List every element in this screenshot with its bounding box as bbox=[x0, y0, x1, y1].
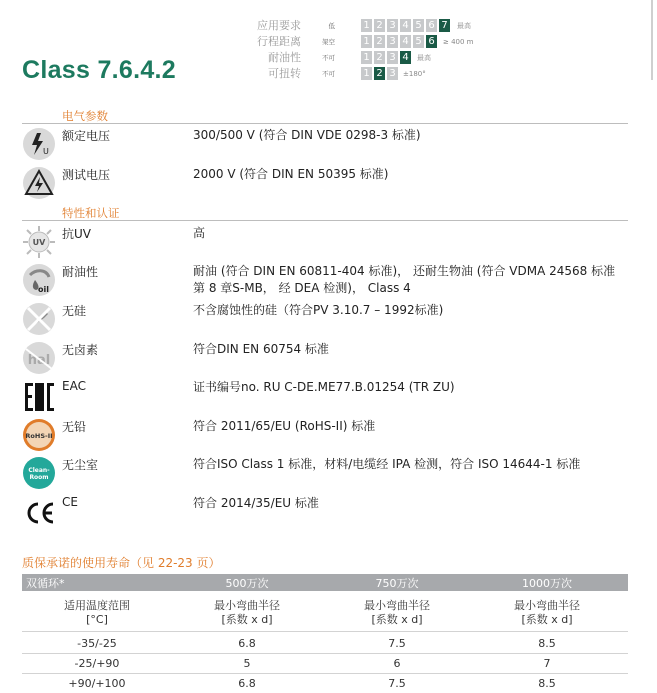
rating-level: 不可 bbox=[322, 54, 335, 62]
table-cell: 7 bbox=[543, 657, 551, 670]
svg-text:hal: hal bbox=[27, 353, 51, 368]
section-heading-features: 特性和认证 bbox=[62, 206, 120, 220]
section-heading-electrical: 电气参数 bbox=[62, 109, 108, 123]
property-value: 高 bbox=[193, 226, 206, 240]
subheader-cell: 最小弯曲半径 bbox=[514, 599, 580, 612]
table-cell: 6 bbox=[393, 657, 401, 670]
svg-text:Room: Room bbox=[29, 474, 49, 481]
subheader-unit: [系数 x d] bbox=[371, 613, 423, 626]
rating-level: 不可 bbox=[322, 70, 335, 78]
property-value: 符合DIN EN 60754 标准 bbox=[193, 342, 329, 356]
rating-box: 1 bbox=[361, 19, 372, 32]
lifetime-subheader bbox=[22, 598, 628, 632]
rating-box: 4 bbox=[400, 19, 411, 32]
subheader-cell: 适用温度范围 bbox=[64, 599, 130, 612]
table-cell: -35/-25 bbox=[77, 637, 117, 650]
oil-icon bbox=[22, 263, 56, 297]
rating-note: 最高 bbox=[417, 54, 431, 62]
table-cell: 7.5 bbox=[388, 677, 406, 690]
rating-label: 耐油性 bbox=[268, 51, 301, 64]
rating-note: ≥ 400 m bbox=[443, 38, 474, 46]
property-value: 不含腐蚀性的硅（符合PV 3.10.7 – 1992标准) bbox=[193, 303, 444, 317]
rating-note: ±180° bbox=[403, 70, 426, 78]
table-cell: -25/+90 bbox=[74, 657, 120, 670]
rating-box: 3 bbox=[387, 51, 398, 64]
subheader-unit: [系数 x d] bbox=[521, 613, 573, 626]
property-name: 测试电压 bbox=[62, 168, 111, 182]
property-value: 2000 V (符合 DIN EN 50395 标准) bbox=[193, 167, 389, 181]
rating-box-active: 7 bbox=[439, 19, 450, 32]
header-cell: 1000万次 bbox=[522, 577, 572, 590]
section-divider bbox=[22, 123, 628, 124]
rating-label: 应用要求 bbox=[257, 19, 301, 32]
subheader-cell: 最小弯曲半径 bbox=[364, 599, 430, 612]
rating-box: 3 bbox=[387, 67, 398, 80]
property-value: 符合 2014/35/EU 标准 bbox=[193, 496, 319, 510]
property-value-line: 耐油 (符合 DIN EN 60811-404 标准)， 还耐生物油 (符合 VDMA 24568 标准 bbox=[193, 264, 616, 278]
rated-voltage-icon bbox=[22, 127, 56, 161]
rating-box: 1 bbox=[361, 67, 372, 80]
rating-box-active: 6 bbox=[426, 35, 437, 48]
section-divider bbox=[22, 220, 628, 221]
test-voltage-icon bbox=[22, 166, 56, 200]
property-name: CE bbox=[62, 495, 78, 509]
subheader-unit: [系数 x d] bbox=[221, 613, 273, 626]
property-value bbox=[193, 263, 615, 297]
property-name: EAC bbox=[62, 379, 86, 393]
rating-box: 2 bbox=[374, 19, 385, 32]
property-name: 额定电压 bbox=[62, 129, 111, 143]
subheader-cell: 最小弯曲半径 bbox=[214, 599, 280, 612]
table-cell: 8.5 bbox=[538, 677, 556, 690]
table-cell: 5 bbox=[243, 657, 251, 670]
property-value: 证书编号no. RU C-DE.ME77.B.01254 (TR ZU) bbox=[193, 380, 455, 394]
rating-level: 低 bbox=[328, 22, 335, 30]
property-name: 抗UV bbox=[62, 227, 91, 241]
property-name: 耐油性 bbox=[62, 265, 99, 279]
rating-box: 1 bbox=[361, 35, 372, 48]
lifetime-table-header bbox=[22, 574, 628, 591]
table-cell: 7.5 bbox=[388, 637, 406, 650]
table-row bbox=[22, 674, 628, 693]
rating-box: 5 bbox=[413, 19, 424, 32]
table-row bbox=[22, 634, 628, 654]
property-value-line: 第 8 章S-MB， 经 DEA 检测)， Class 4 bbox=[193, 281, 411, 295]
rating-box: 6 bbox=[426, 19, 437, 32]
rating-box: 2 bbox=[374, 51, 385, 64]
header-cell: 500万次 bbox=[225, 577, 269, 590]
eac-icon bbox=[22, 379, 56, 413]
cleanroom-icon bbox=[22, 456, 56, 490]
header-cell: 双循环* bbox=[26, 577, 65, 590]
property-name: 无卤素 bbox=[62, 343, 99, 357]
rating-box: 1 bbox=[361, 51, 372, 64]
product-class-title: Class 7.6.4.2 bbox=[22, 56, 177, 84]
rating-box: 2 bbox=[374, 35, 385, 48]
property-name: 无硅 bbox=[62, 304, 87, 318]
table-cell: 8.5 bbox=[538, 637, 556, 650]
rating-level: 架空 bbox=[322, 38, 335, 46]
table-cell: 6.8 bbox=[238, 637, 256, 650]
rating-box-active: 2 bbox=[374, 67, 385, 80]
property-value: 符合ISO Class 1 标准，材料/电缆经 IPA 检测，符合 ISO 14644-1 标准 bbox=[193, 457, 581, 471]
uv-icon bbox=[22, 225, 56, 259]
halogen-free-icon bbox=[22, 341, 56, 375]
property-value: 300/500 V (符合 DIN VDE 0298-3 标准) bbox=[193, 128, 421, 142]
property-name: 无铅 bbox=[62, 420, 87, 434]
rating-box: 3 bbox=[387, 35, 398, 48]
rating-label: 行程距离 bbox=[257, 35, 301, 48]
subheader-unit: [°C] bbox=[86, 613, 108, 626]
page-edge-rule bbox=[651, 0, 653, 80]
rating-box: 4 bbox=[400, 35, 411, 48]
rating-box: 3 bbox=[387, 19, 398, 32]
silicone-free-icon bbox=[22, 302, 56, 336]
property-name: 无尘室 bbox=[62, 458, 99, 472]
table-cell: 6.8 bbox=[238, 677, 256, 690]
svg-text:UV: UV bbox=[32, 238, 46, 247]
rohs-icon bbox=[22, 418, 56, 452]
table-cell: +90/+100 bbox=[68, 677, 126, 690]
rating-box-active: 4 bbox=[400, 51, 411, 64]
rating-box: 5 bbox=[413, 35, 424, 48]
property-value: 符合 2011/65/EU (RoHS-II) 标准 bbox=[193, 419, 376, 433]
svg-text:Clean-: Clean- bbox=[28, 467, 50, 474]
svg-text:U: U bbox=[43, 147, 49, 156]
rating-note: 最高 bbox=[457, 22, 471, 30]
header-cell: 750万次 bbox=[375, 577, 419, 590]
lifetime-heading: 质保承诺的使用寿命（见 22-23 页） bbox=[22, 556, 221, 570]
ce-icon bbox=[22, 495, 56, 529]
svg-text:oil: oil bbox=[38, 285, 49, 294]
table-row bbox=[22, 654, 628, 674]
svg-text:RoHS-II: RoHS-II bbox=[25, 432, 53, 440]
rating-label: 可扭转 bbox=[268, 67, 301, 80]
